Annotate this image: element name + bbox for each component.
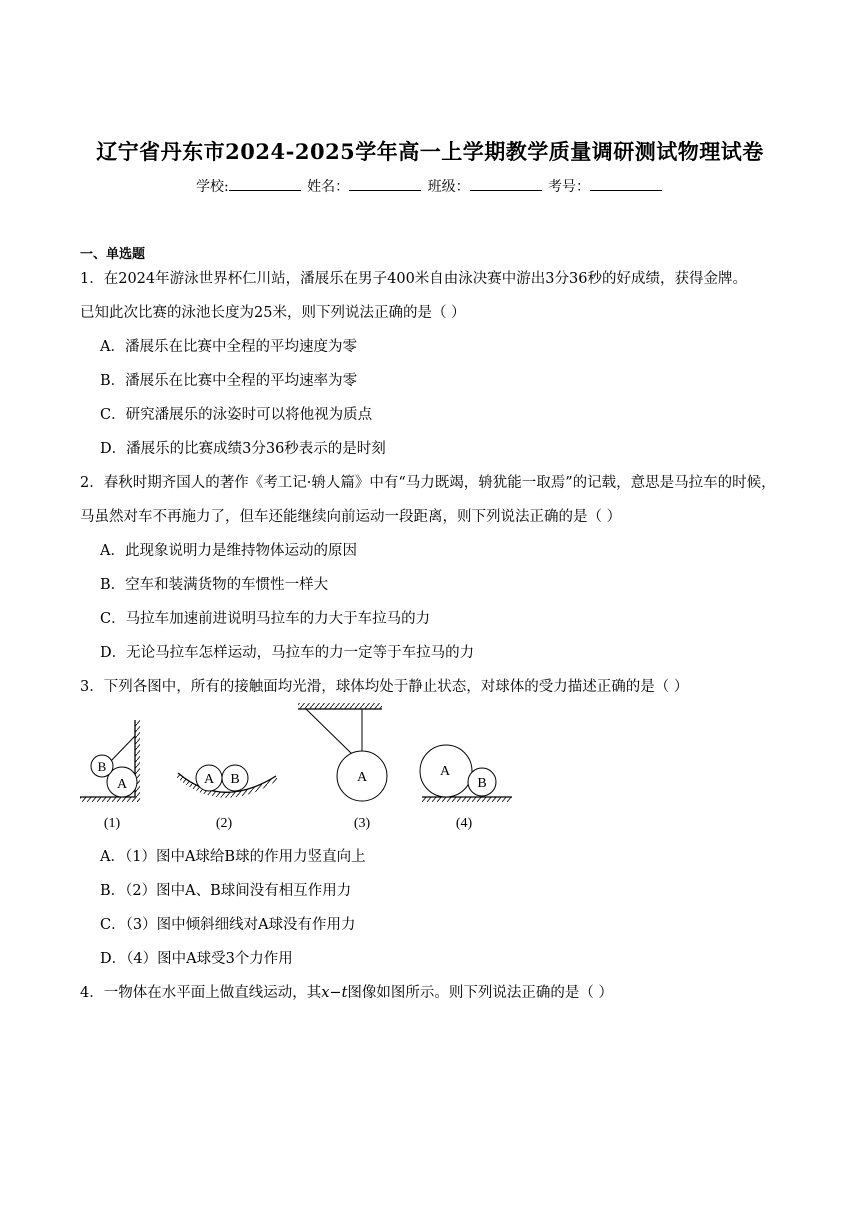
fig2-label-a: A <box>203 772 215 787</box>
exam-no-label: 考号： <box>548 179 591 195</box>
q1-stem-line2: 已知此次比赛的泳池长度为25米，则下列说法正确的是（ ） <box>80 305 466 321</box>
q2-stem-line1: 2．春秋时期齐国人的著作《考工记·辀人篇》中有“马力既竭，辀犹能一取焉”的记载，意思是马拉车的时候， <box>80 475 776 491</box>
fig1-wall-hatch <box>135 720 140 802</box>
q2-stem-line2: 马虽然对车不再施力了，但车还能继续向前运动一段距离，则下列说法正确的是（ ） <box>80 509 622 525</box>
q4-var-t: t <box>341 985 348 1001</box>
q3-option-b[interactable]: B．（2）图中A、B球间没有相互作用力 <box>100 883 352 899</box>
q4-dash: − <box>329 985 342 1001</box>
q1-option-a[interactable]: A．潘展乐在比赛中全程的平均速度为零 <box>100 339 357 355</box>
fig3-ceiling-hatch <box>298 703 382 709</box>
q4-stem-post: 图像如图所示。则下列说法正确的是（ ） <box>347 985 614 1001</box>
fig3-slanted-string <box>306 709 352 754</box>
fig4-label-a: A <box>439 764 451 779</box>
q1-option-b[interactable]: B．潘展乐在比赛中全程的平均速率为零 <box>100 373 358 389</box>
fig1-caption: (1) <box>103 816 121 831</box>
q1-option-c[interactable]: C．研究潘展乐的泳姿时可以将他视为质点 <box>100 407 373 423</box>
figure-4 <box>420 745 512 831</box>
school-label: 学校: <box>195 179 229 195</box>
q3-force-diagrams <box>72 700 532 836</box>
student-info-line <box>0 176 860 196</box>
q1-option-d[interactable]: D．潘展乐的比赛成绩3分36秒表示的是时刻 <box>100 441 386 457</box>
name-label: 姓名： <box>307 179 350 195</box>
fig2-caption: (2) <box>215 816 233 831</box>
figure-1 <box>80 720 140 831</box>
q3-option-c[interactable]: C．（3）图中倾斜细线对A球没有作用力 <box>100 917 356 933</box>
fig4-caption: (4) <box>455 816 473 831</box>
name-blank[interactable] <box>349 178 421 191</box>
q4-stem-pre: 4．一物体在水平面上做直线运动，其 <box>80 985 322 1001</box>
q3-option-d[interactable]: D．（4）图中A球受3个力作用 <box>100 951 293 967</box>
q4-stem <box>80 981 613 1002</box>
fig1-rope <box>109 736 135 763</box>
q3-stem: 3．下列各图中，所有的接触面均光滑，球体均处于静止状态，对球体的受力描述正确的是（ ） <box>80 679 689 695</box>
class-label: 班级： <box>427 179 470 195</box>
q4-var-x: x <box>321 985 330 1001</box>
figure-3 <box>298 703 387 831</box>
fig1-label-a: A <box>116 777 128 792</box>
fig3-caption: (3) <box>353 816 371 831</box>
q2-option-b[interactable]: B．空车和装满货物的车惯性一样大 <box>100 577 329 593</box>
q2-option-a[interactable]: A．此现象说明力是维持物体运动的原因 <box>100 543 357 559</box>
q1-stem-line1: 1．在2024年游泳世界杯仁川站，潘展乐在男子400米自由泳决赛中游出3分36秒的好成绩，获得金牌。 <box>80 271 747 287</box>
q3-option-a[interactable]: A．（1）图中A球给B球的作用力竖直向上 <box>100 849 366 865</box>
school-blank[interactable] <box>229 178 301 191</box>
fig1-label-b: B <box>97 759 107 774</box>
fig4-label-b: B <box>477 776 487 791</box>
figure-2 <box>176 765 278 831</box>
fig2-label-b: B <box>230 772 240 787</box>
section-heading: 一、单选题 <box>80 247 146 262</box>
class-blank[interactable] <box>470 178 542 191</box>
page-title: 辽宁省丹东市2024-2025学年高一上学期教学质量调研测试物理试卷 <box>96 139 764 164</box>
fig3-label-a: A <box>356 770 368 785</box>
exam-no-blank[interactable] <box>590 178 662 191</box>
fig4-ground-hatch <box>422 797 512 802</box>
q2-option-d[interactable]: D．无论马拉车怎样运动，马拉车的力一定等于车拉马的力 <box>100 645 475 661</box>
q2-option-c[interactable]: C．马拉车加速前进说明马拉车的力大于车拉马的力 <box>100 611 431 627</box>
fig1-ground-hatch <box>80 797 138 802</box>
